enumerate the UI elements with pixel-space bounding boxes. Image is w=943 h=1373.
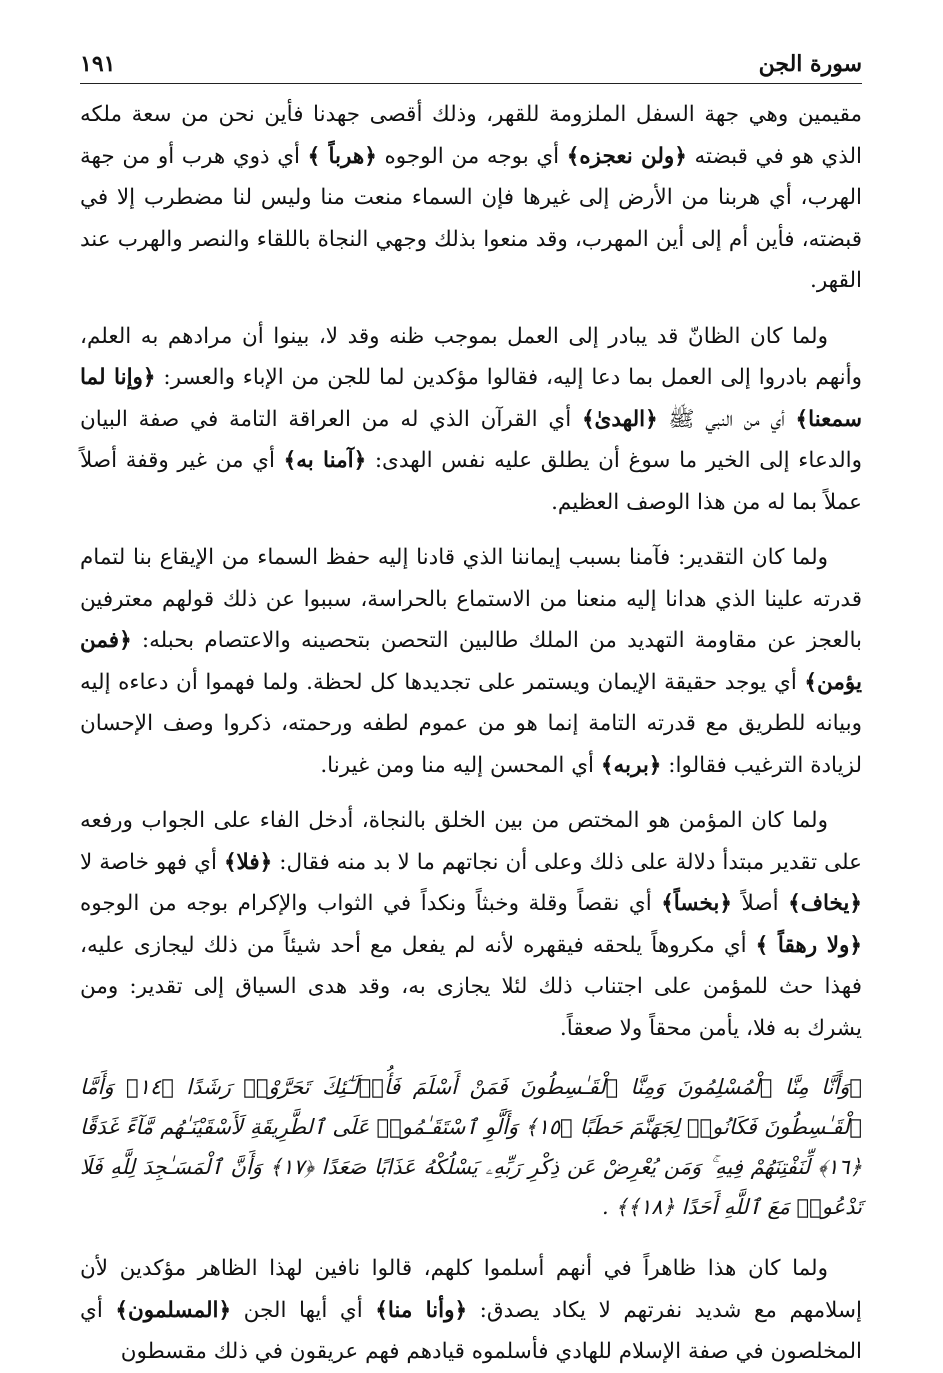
text-run: ولما كان المؤمن هو المختص من بين الخلق بالنجاة، أدخل الفاء على الجواب ورفعه على تقدير مبتدأ دلالة على ذلك وعلى أن نجاتهم ما لا بد منه فقال:: [80, 808, 863, 875]
quran-quote: ﴿بخساً﴾: [661, 891, 732, 916]
quran-quote: ﴿يخاف﴾: [788, 891, 862, 916]
paragraph: [80, 800, 862, 1049]
text-run: أي نقصاً وقلة وخبثاً ونكداً في الثواب والإكرام بوجه من الوجوه: [80, 891, 662, 916]
text-run: أي المحسن إليه منا ومن غيرنا.: [320, 752, 601, 778]
text-run: ولما كان الظانّ قد يبادر إلى العمل بموجب ظنه وقد لا، بينوا أن مرادهم به العلم، وأنهم بادروا إلى العمل بما دعا إليه، فقالوا مؤكدين لما للجن من الإباء والعسر:: [80, 323, 862, 390]
text-run: ولما كان التقدير: فآمنا بسبب إيماننا الذي قادنا إليه حفظ السماء من الإيقاع بنا لتمام قدرته علينا الذي هدانا إليه منعنا من الاستماع بالحراسة، سببوا عن ذلك قولهم معترفين بالعجز عن مقاومة التهديد من الملك طالبين التحصن بتحصينه والاعتصام بحبله:: [80, 545, 862, 653]
paragraph: [80, 1248, 862, 1373]
text-run: أي مكروهاً يلحقه فيقهره لأنه لم يفعل مع أحد شيئاً من ذلك ليجازى عليه، فهذا حث للمؤمن على اجتناب ذلك لئلا يجازى به، وقد هدى السياق إلى تقدير: ومن يشرك به فلا، يأمن محقاً ولا صعقاً.: [80, 932, 862, 1041]
text-run: أي أيها الجن: [231, 1297, 376, 1323]
quran-quote: ﴿بربه﴾: [600, 752, 662, 778]
text-run: أي القرآن الذي له من العراقة التامة في صفة البيان والدعاء إلى الخير ما سوغ أن يطلق عليه نفس الهدى:: [80, 406, 862, 473]
quran-quote: ﴿الهدىٰ﴾: [581, 406, 658, 432]
quran-quote: ﴿وأنا منا﴾: [375, 1297, 468, 1323]
quran-quote: ﴿فمن يؤمن﴾: [80, 628, 862, 695]
text-run: مقيمين وهي جهة السفل الملزومة للقهر، وذلك أقصى جهدنا فأين نحن من سعة ملكه الذي هو في قبضته: [80, 102, 863, 169]
quran-quote: ﴿آمنا به﴾: [283, 448, 367, 473]
quran-quote: ﴿ولن نعجزه﴾: [566, 143, 687, 169]
page-header: [80, 40, 862, 84]
text-run: أي ذوي هرب أو من جهة الهرب، أي هربنا من الأرض إلى غيرها فإن السماء منعت منا وليس لنا مضطرب إلا في قبضته، فأين أم إلى أين المهرب، وقد منعوا بذلك وجهي النجاة باللقاء والنصر والهرب عند القهر.: [80, 143, 862, 293]
text-run: أي من غير وقفة أصلاً عملاً بما له من هذا الوصف العظيم.: [80, 448, 862, 515]
quran-quote: ﴿وإنا لما سمعنا﴾: [80, 365, 862, 432]
surah-title: سورة الجن: [758, 51, 862, 77]
quran-quote: ﴿فلا﴾: [223, 849, 273, 875]
paragraph: [80, 94, 862, 302]
text-run: أصلاً: [731, 891, 789, 916]
paragraph: [80, 316, 862, 524]
quran-quote: ﴿ولا رهقاً ﴾: [755, 932, 862, 958]
paragraph: [80, 537, 862, 786]
page-number: ١٩١: [80, 51, 116, 77]
text-run: ﴿وَأَنَّا مِنَّا ٱلْمُسْلِمُونَ وَمِنَّا ٱلْقَـٰسِطُونَ فَمَنْ أَسْلَمَ فَأُو۟لَـٰٓئِكَ تَحَرَّوْا۟ رَشَدًا ﴿١٤﴾ وَأَمَّا ٱلْقَـٰسِطُونَ فَكَانُوا۟ لِجَهَنَّمَ حَطَبًا ﴿١٥﴾ وَأَلَّوِ ٱسْتَقَـٰمُوا۟ عَلَى ٱلطَّرِيقَةِ لَأَسْقَيْنَـٰهُم مَّآءً غَدَقًا ﴿١٦﴾ لِّنَفْتِنَهُمْ فِيهِ ۚ وَمَن يُعْرِضْ عَن ذِكْرِ رَبِّهِۦ يَسْلُكْهُ عَذَابًا صَعَدًا ﴿١٧﴾ وَأَنَّ ٱلْمَسَـٰجِدَ لِلَّهِ فَلَا تَدْعُوا۟ مَعَ ٱللَّهِ أَحَدًا ﴿١٨﴾﴾ .: [80, 1075, 863, 1219]
quran-verses: [80, 1067, 862, 1227]
text-run: أي يوجد حقيقة الإيمان ويستمر على تجديدها كل لحظة. ولما فهموا أن دعاءه إليه وبيانه للطريق مع قدرته التامة إنما هو من عموم لطفه ورحمته، ذكروا وصف الإحسان لزيادة الترغيب فقالوا:: [80, 669, 862, 778]
quran-quote: ﴿المسلمون﴾: [115, 1297, 232, 1323]
text-run: أي المخلصون في صفة الإسلام للهادي فأسلموه قيادهم فهم عريقون في ذلك مقسطون: [80, 1297, 862, 1364]
text-run: أي فهو خاصة لا: [80, 849, 224, 875]
text-run: أي من النبي ﷺ: [657, 406, 796, 432]
quran-quote: ﴿هرباً ﴾: [307, 143, 377, 169]
text-run: أي بوجه من الوجوه: [376, 143, 567, 169]
document-page: [80, 40, 863, 1364]
text-run: ولما كان هذا ظاهراً في أنهم أسلموا كلهم، قالوا نافين لهذا الظاهر مؤكدين لأن إسلامهم مع شديد نفرتهم لا يكاد يصدق:: [80, 1256, 862, 1323]
